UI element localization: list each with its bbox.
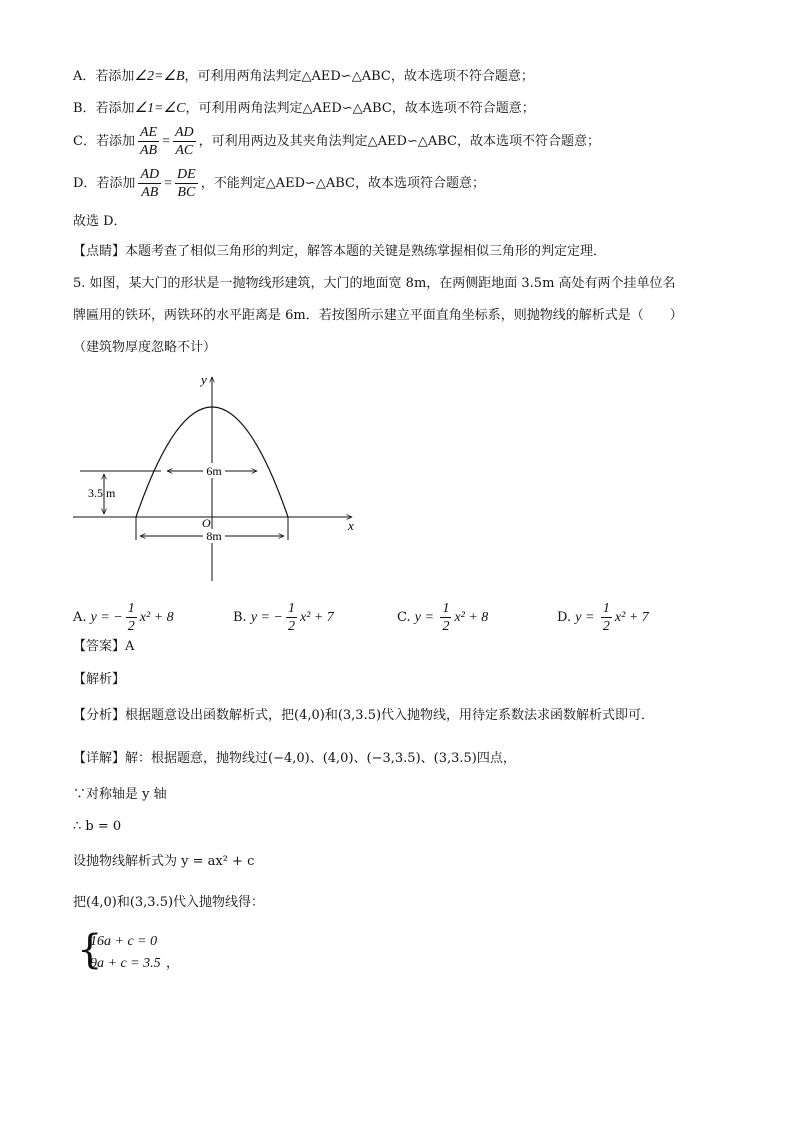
frac-den: AB (139, 143, 158, 158)
frac-num: AE (139, 125, 158, 140)
frac-den: BC (177, 185, 196, 200)
frac-num: 1 (442, 601, 450, 616)
origin-label: O (202, 516, 211, 530)
option-c-suffix: x² + 8 (454, 610, 489, 625)
option-d-suffix: x² + 7 (614, 610, 649, 625)
label-c: C．若添加 (73, 134, 135, 149)
option-c-label: C. (397, 610, 411, 625)
option-a-label: A. (73, 610, 87, 625)
option-d-prefix: y = (575, 610, 598, 625)
y-axis-label: y (201, 372, 207, 387)
therefore-line: ∴ b = 0 (73, 819, 122, 834)
frac-den: 2 (127, 619, 135, 634)
option-d-label: D. (557, 610, 572, 625)
equation-1: 16a + c = 0 (90, 934, 158, 949)
frac-den: 2 (442, 619, 450, 634)
answer-line: 【答案】A (73, 639, 135, 654)
question-5-line-2: 牌匾用的铁环，两铁环的水平距离是 6m．若按图所示建立平面直角坐标系，则抛物线的解析式是（ ） (73, 308, 683, 323)
fenxi-line: 【分析】根据题意设出函数解析式，把(4,0)和(3,3.5)代入抛物线，用待定系数法求函数解析式即可． (73, 708, 655, 723)
rest-a: ，可利用两角法判定△AED∽△ABC，故本选项不符合题意； (184, 69, 534, 84)
choose-line: 故选 D． (73, 214, 127, 229)
substitute-line: 把(4,0)和(3,3.5)代入抛物线得： (73, 895, 265, 910)
xiangjie-line: 【详解】解：根据题意，抛物线过(−4,0)、(4,0)、(−3,3.5)、(3,3.5)四点， (73, 751, 516, 766)
option-c[interactable] (397, 600, 488, 635)
height-label: 3.5 m (88, 486, 116, 500)
equation-brace: { (77, 927, 103, 973)
fraction-half (126, 600, 137, 635)
option-a[interactable] (73, 600, 174, 635)
fraction-half (601, 600, 612, 635)
equals-sign: = (164, 176, 173, 191)
rest-d: ，不能判定△AED∽△ABC，故本选项符合题意； (200, 176, 486, 191)
equation-2: 9a + c = 3.5 (90, 956, 161, 971)
analysis-title: 【解析】 (73, 672, 126, 687)
frac-num: DE (177, 167, 196, 182)
option-b-suffix: x² + 7 (299, 610, 334, 625)
frac-num: AD (174, 125, 194, 140)
option-c-prefix: y = (414, 610, 438, 625)
frac-num: AD (140, 167, 160, 182)
frac-den: AC (175, 143, 194, 158)
condition-a: ∠2=∠B (134, 69, 185, 84)
rest-b: ，可利用两角法判定△AED∽△ABC，故本选项不符合题意； (185, 101, 535, 116)
option-b-label: B. (233, 610, 247, 625)
frac-num: 1 (287, 601, 295, 616)
option-d[interactable] (557, 600, 649, 635)
label-d: D．若添加 (73, 176, 136, 191)
question-5-line-3: （建筑物厚度忽略不计） (73, 340, 217, 355)
frac-den: 2 (602, 619, 610, 634)
frac-den: 2 (287, 619, 295, 634)
frac-num: 1 (127, 601, 135, 616)
option-a-suffix: x² + 8 (139, 610, 174, 625)
equation-comma: ， (166, 956, 180, 971)
fraction-half (286, 600, 297, 635)
frac-num: 1 (602, 601, 610, 616)
option-b-prefix: y = − (250, 610, 283, 625)
x-axis-label: x (348, 518, 354, 533)
fraction-half (440, 600, 451, 635)
option-b[interactable] (233, 600, 334, 635)
top-width-label: 6m (206, 464, 222, 478)
since-line: ∵对称轴是 y 轴 (73, 787, 167, 802)
equals-sign: = (162, 134, 170, 149)
rest-c: ，可利用两边及其夹角法判定△AED∽△ABC，故本选项不符合题意； (198, 134, 600, 149)
condition-b: ∠1=∠C (134, 101, 186, 116)
comment-line: 【点睛】本题考查了相似三角形的判定，解答本题的关键是熟练掌握相似三角形的判定定理． (73, 244, 607, 259)
frac-den: AB (141, 185, 159, 200)
base-width-label: 8m (206, 529, 222, 543)
set-form-line: 设抛物线解析式为 y = ax² + c (73, 854, 255, 869)
option-a-prefix: y = − (90, 610, 123, 625)
label-a: A．若添加 (73, 69, 135, 84)
question-5-line-1: 5. 如图，某大门的形状是一抛物线形建筑，大门的地面宽 8m，在两侧距地面 3.5m 高处有两个挂单位名 (73, 276, 676, 291)
label-b: B．若添加 (73, 101, 135, 116)
